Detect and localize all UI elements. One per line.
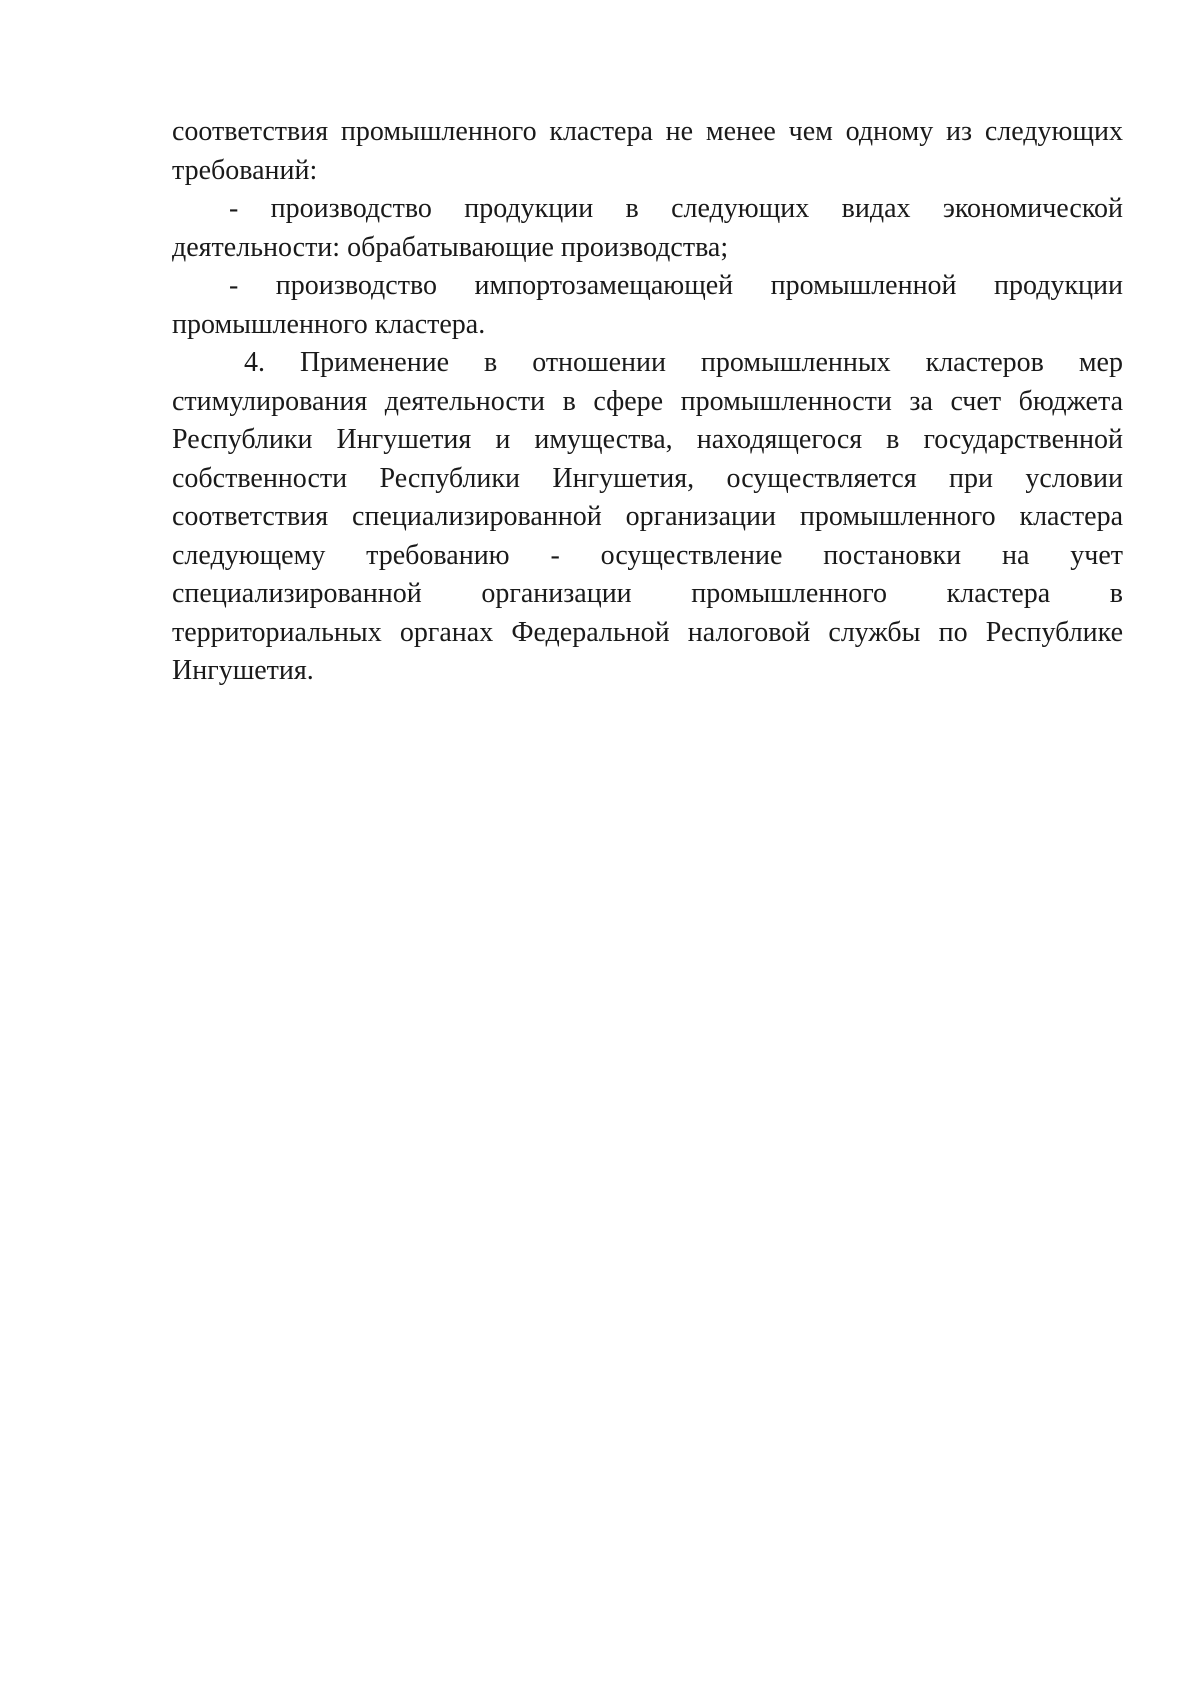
paragraph-item-4: 4. Применение в отношении промышленных кластеров мер стимулирования деятельности в сфере промышленности за счет бюджета Республики Ингушетия и имущества, находящегося в государственной собственности Республики Ингушетия, осуществляется при условии соответствия специализированной организации промышленного кластера следующему требованию - осуществление постановки на учет специализированной организации промышленного кластера в территориальных органах Федеральной налоговой службы по Республике Ингушетия. <box>172 347 1123 686</box>
paragraph-requirements-intro: соответствия промышленного кластера не менее чем одному из следующих требований: <box>172 116 1123 186</box>
paragraph-bullet-manufacturing: - производство продукции в следующих видах экономической деятельности: обрабатывающие производства; <box>172 193 1123 263</box>
document-body <box>172 113 1123 691</box>
paragraph-bullet-import-substitution: - производство импортозамещающей промышленной продукции промышленного кластера. <box>172 270 1123 340</box>
